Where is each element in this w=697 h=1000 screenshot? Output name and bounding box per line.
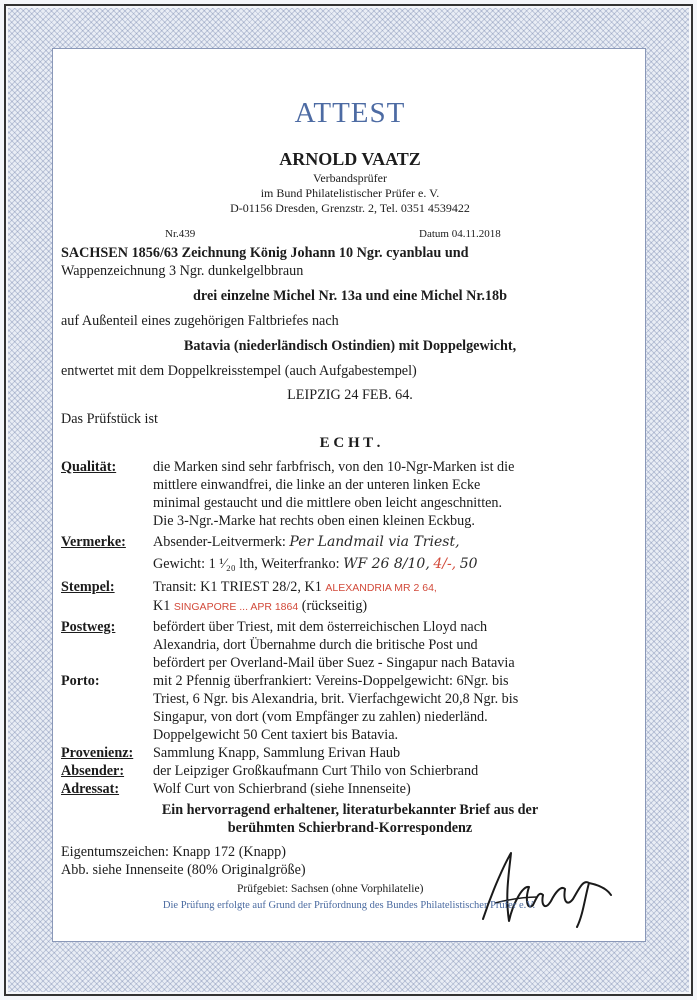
quality-line-2: mittlere einwandfrei, die linke an der unteren linken Ecke xyxy=(153,477,481,493)
stamp-list: drei einzelne Michel Nr. 13a und eine Michel Nr.18b xyxy=(193,288,507,304)
label-notes: Vermerke: xyxy=(61,534,126,550)
subject-line: Das Prüfstück ist xyxy=(61,411,158,427)
description-line-2: Wappenzeichnung 3 Ngr. dunkelgelbbraun xyxy=(61,263,304,279)
footer-note: Die Prüfung erfolgte auf Grund der Prüfordnung des Bundes Philatelistischer Prüfer e.V. xyxy=(162,900,536,911)
quality-line-3: minimal gestaucht und die mittlere oben leicht angeschnitten. xyxy=(153,495,503,511)
alexandria-postmark: ALEXANDRIA MR 2 64, xyxy=(325,582,437,594)
label-addressee: Adressat: xyxy=(61,781,120,797)
k1-prefix: K1 xyxy=(153,598,171,614)
label-quality: Qualität: xyxy=(61,459,117,475)
notes-line-1 xyxy=(153,534,460,551)
provenance-value: Sammlung Knapp, Sammlung Erivan Haub xyxy=(153,745,401,761)
examiner-title: Verbandsprüfer xyxy=(313,171,387,185)
forward-franking-red: 4/-, xyxy=(433,556,457,572)
label-provenance: Provenienz: xyxy=(61,745,134,761)
certificate-title: ATTEST xyxy=(294,97,406,129)
route-line-2: Alexandria, dort Übernahme durch die britische Post und xyxy=(153,637,478,653)
route-line-3: befördert per Overland-Mail über Suez - Singapur nach Batavia xyxy=(153,655,515,671)
postmarks-line-2 xyxy=(153,598,367,616)
sender-routing-label: Absender-Leitvermerk: xyxy=(153,534,286,550)
examiner-association: im Bund Philatelistischer Prüfer e. V. xyxy=(260,186,440,200)
examiner-name: ARNOLD VAATZ xyxy=(279,149,421,169)
examiner-signature xyxy=(465,849,615,929)
sender-value: der Leipziger Großkaufmann Curt Thilo von Schierbrand xyxy=(153,763,479,779)
postage-line-3: Singapur, von dort (vom Empfänger zu zahlen) niederländ. xyxy=(153,709,488,725)
label-sender: Absender: xyxy=(61,763,125,779)
certificate-number: Nr.439 xyxy=(165,228,196,240)
label-route: Postweg: xyxy=(61,619,116,635)
description-line-3: auf Außenteil eines zugehörigen Faltbriefes nach xyxy=(61,313,339,329)
singapore-postmark: SINGAPORE ... APR 1864 xyxy=(173,601,299,613)
illustration-note: Abb. siehe Innenseite (80% Originalgröße) xyxy=(61,862,306,878)
notes-line-2 xyxy=(153,556,478,573)
cancellation-line: entwertet mit dem Doppelkreisstempel (auch Aufgabestempel) xyxy=(61,363,417,379)
label-postage: Porto: xyxy=(61,673,100,689)
closing-line-1: Ein hervorragend erhaltener, literaturbekannter Brief aus der xyxy=(161,802,539,818)
forward-franking-cents: 50 xyxy=(459,556,478,572)
certificate-date: Datum 04.11.2018 xyxy=(419,228,501,240)
cancellation-postmark: LEIPZIG 24 FEB. 64. xyxy=(287,387,413,403)
quality-line-4: Die 3-Ngr.-Marke hat rechts oben einen kleinen Eckbug. xyxy=(153,513,475,529)
certificate-body xyxy=(52,48,646,942)
description-line-1 xyxy=(61,245,469,262)
sender-routing-handwriting: Per Landmail via Triest, xyxy=(289,534,460,550)
postage-line-4: Doppelgewicht 50 Cent taxiert bis Batavia. xyxy=(153,727,399,743)
forward-franking: WF 26 8/10, xyxy=(343,556,430,572)
weight-label: Gewicht: xyxy=(153,556,206,572)
postage-line-2: Triest, 6 Ngr. bis Alexandria, brit. Vierfachgewicht 20,8 Ngr. bis xyxy=(153,691,519,707)
examiner-address: D-01156 Dresden, Grenzstr. 2, Tel. 0351 4539422 xyxy=(230,201,470,215)
addressee-value: Wolf Curt von Schierbrand (siehe Innenseite) xyxy=(153,781,411,797)
destination-line: Batavia (niederländisch Ostindien) mit Doppelgewicht, xyxy=(183,338,517,354)
weight-value: 1 ¹⁄₂₀ lth, Weiterfranko: xyxy=(208,556,340,572)
transit-postmark: Transit: K1 TRIEST 28/2, K1 xyxy=(153,579,322,595)
route-line-1: befördert über Triest, mit dem österreichischen Lloyd nach xyxy=(153,619,488,635)
postmarks-line-1 xyxy=(153,579,437,597)
description-head: SACHSEN 1856/63 Zeichnung König Johann 10 Ngr. cyanblau und xyxy=(61,245,469,261)
verdict-genuine: E C H T . xyxy=(319,435,381,451)
postage-line-1: mit 2 Pfennig überfrankiert: Vereins-Doppelgewicht: 6Ngr. bis xyxy=(153,673,509,689)
label-postmarks: Stempel: xyxy=(61,579,115,595)
closing-line-2: berühmten Schierbrand-Korrespondenz xyxy=(227,820,473,836)
backside-note: (rückseitig) xyxy=(301,598,368,614)
ownership-mark: Eigentumszeichen: Knapp 172 (Knapp) xyxy=(61,844,286,860)
quality-line-1: die Marken sind sehr farbfrisch, von den 10-Ngr-Marken ist die xyxy=(153,459,515,475)
examination-area: Prüfgebiet: Sachsen (ohne Vorphilatelie) xyxy=(237,883,424,895)
